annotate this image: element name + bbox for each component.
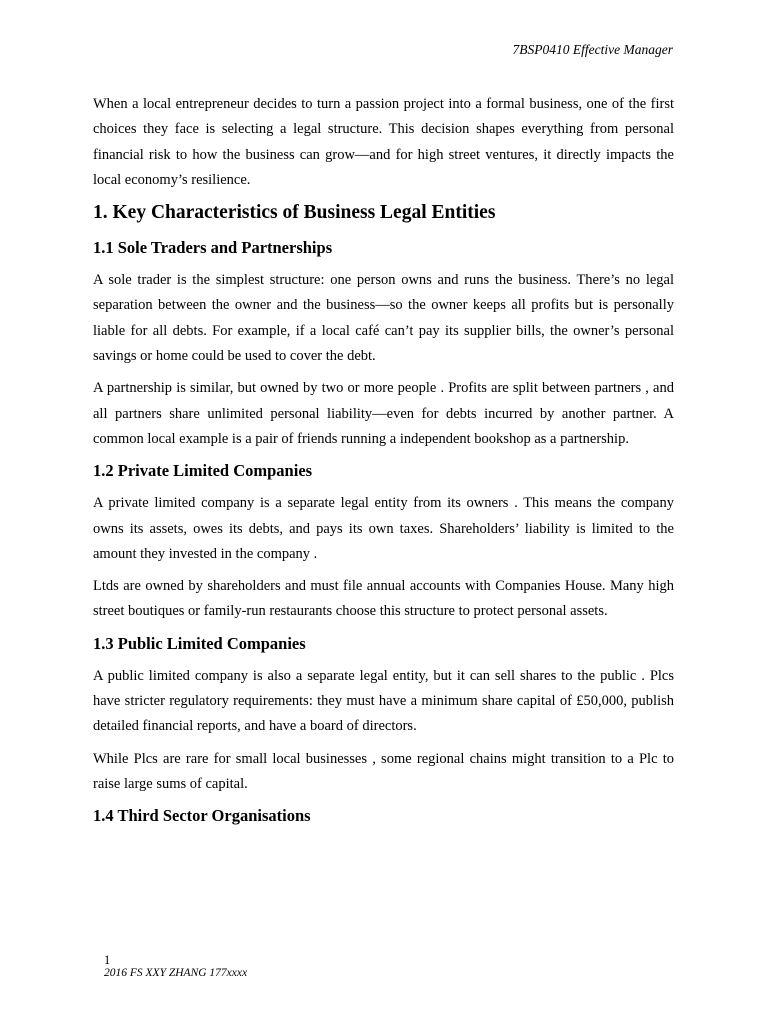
paragraph-public-limited: A public limited company is also a separate legal entity, but it can sell shares to the public . Plcs have stricter regulatory requirements: they must have a minimum share capital of £50,000, publish detailed financial reports, and have a board of directors.	[93, 667, 674, 735]
paragraph-plc-regional: While Plcs are rare for small local businesses , some regional chains might transition to a Plc to raise large sums of capital.	[93, 750, 674, 792]
subsection-heading-private-limited: 1.2 Private Limited Companies	[93, 461, 313, 481]
subsection-heading-sole-traders: 1.1 Sole Traders and Partnerships	[93, 238, 333, 258]
intro-paragraph: When a local entrepreneur decides to turn a passion project into a formal business, one of the first choices they face is selecting a legal structure. This decision shapes everything from personal financial risk to how the business can grow—and for high street ventures, it directly impacts the local economy’s resilience.	[93, 96, 674, 188]
running-header: 7BSP0410 Effective Manager	[512, 42, 673, 57]
page-number: 1	[104, 953, 111, 967]
footer-note: 2016 FS XXY ZHANG 177xxxx	[104, 967, 248, 979]
paragraph-private-limited: A private limited company is a separate legal entity from its owners . This means the company owns its assets, owes its debts, and pays its own taxes. Shareholders’ liability is limited to the amount they invested in the company .	[93, 495, 674, 562]
section-heading: 1. Key Characteristics of Business Legal Entities	[93, 202, 496, 224]
subsection-heading-third-sector: 1.4 Third Sector Organisations	[93, 806, 311, 826]
subsection-heading-public-limited: 1.3 Public Limited Companies	[93, 633, 306, 653]
paragraph-sole-trader: A sole trader is the simplest structure: one person owns and runs the business. There’s no legal separation between the owner and the business—so the owner keeps all profits but is personally liable for all debts. For example, if a local café can’t pay its supplier bills, the owner’s personal savings or home could be used to cover the debt.	[93, 272, 674, 365]
paragraph-partnership: A partnership is similar, but owned by two or more people . Profits are split between partners , and all partners share unlimited personal liability—even for debts incurred by another partner. A common local example is a pair of friends running a independent bookshop as a partnership.	[93, 380, 674, 447]
document-body	[93, 92, 674, 836]
paragraph-ltd-shareholders: Ltds are owned by shareholders and must file annual accounts with Companies House. Many high street boutiques or family-run restaurants choose this structure to protect personal assets.	[93, 578, 674, 620]
